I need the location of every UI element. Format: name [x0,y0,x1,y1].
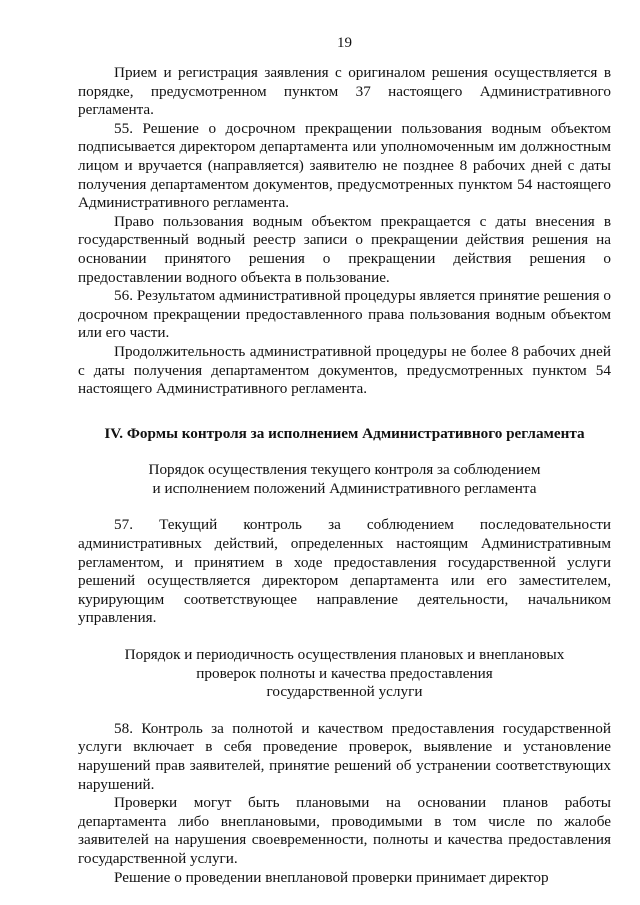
subheading-line: государственной услуги [266,683,423,701]
paragraph-55: 55. Решение о досрочном прекращении пользования водным объектом подписывается директором департамента или уполномоченным им должностным лицом и вручается (направляется) заявителю не позднее 8 рабочих дней с даты получения департаментом документов, предусмотренных пунктом 54 настоящего Административного регламента. [78,119,611,212]
paragraph-right-termination: Право пользования водным объектом прекращается с даты внесения в государственный водный реестр записи о прекращении действия решения на основании принятого решения о прекращении действия решения о предоставлении водного объекта в пользование. [78,212,611,286]
subheading-current-control [78,461,611,498]
paragraph-56: 56. Результатом административной процедуры является принятие решения о досрочном прекращении предоставленного права пользования водным объектом или его части. [78,287,611,342]
page-number: 19 [337,35,352,51]
paragraph-inspections-type: Проверки могут быть плановыми на основании планов работы департамента либо внеплановыми, проводимыми в том числе по жалобе заявителей на нарушения своевременности, полноты и качества предоставления государственной услуги. [78,794,611,867]
spacer [78,702,611,720]
paragraph-duration: Продолжительность административной процедуры не более 8 рабочих дней с даты получения департаментом документов, предусмотренных пунктом 54 настоящего Административного регламента. [78,342,611,398]
subheading-line: и исполнением положений Административного регламента [152,479,537,497]
paragraph-57: 57. Текущий контроль за соблюдением последовательности административных действий, определенных настоящим Административным регламентом, и принятием в ходе предоставления государственной услуги решений осуществляется директором департамента или его заместителем, курирующим соответствующее направление деятельности, начальником управления. [78,516,611,627]
subheading-inspections [78,646,611,702]
spacer [78,443,611,461]
paragraph-unscheduled-decision: Решение о проведении внеплановой проверки принимает директор [114,868,549,886]
subheading-line: проверок полноты и качества предоставления [196,664,493,682]
section-heading: IV. Формы контроля за исполнением Административного регламента [104,424,585,442]
paragraph-registration: Прием и регистрация заявления с оригиналом решения осуществляется в порядке, предусмотренном пунктом 37 настоящего Административного регламента. [78,64,611,119]
spacer [78,498,611,516]
paragraph-58: 58. Контроль за полнотой и качеством предоставления государственной услуги включает в себя проведение проверок, выявление и установление нарушений прав заявителей, принятие решений об устранении соответствующих нарушений. [78,719,611,793]
spacer [78,399,611,425]
document-page [78,34,611,887]
spacer [78,628,611,646]
subheading-line: Порядок и периодичность осуществления плановых и внеплановых [124,646,565,664]
subheading-line: Порядок осуществления текущего контроля за соблюдением [148,461,541,479]
